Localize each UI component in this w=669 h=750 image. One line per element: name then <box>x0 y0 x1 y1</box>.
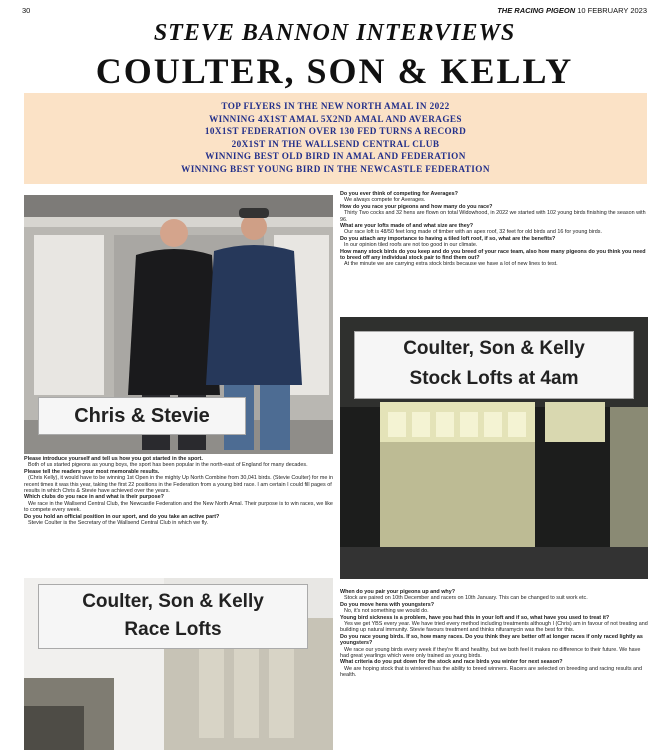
answer: Both of us started pigeons as young boys, the sport has been popular in the north-east of England for many decades. <box>28 462 308 469</box>
question: Please tell the readers your most memorable results. <box>24 468 160 475</box>
answer: Stock are paired on 10th December and racers on 10th January. This can be changed to suit work etc. <box>344 595 588 602</box>
right-column-bottom-text <box>340 589 648 679</box>
achievement-line: 10X1ST FEDERATION OVER 130 FED TURNS A RECORD <box>204 126 467 137</box>
answer: Yes we get YBS every year. We have tried every method including treatments although I (Chris) am in favour of not treating and building up natural immunity. Stevie favours treatment and thinks nifuramycin was the best for this. <box>340 621 648 634</box>
caption-race-lofts-line: Race Lofts <box>124 619 222 640</box>
answer: We are hoping stock that is wintered has the ability to breed winners. Racers are selected on breeding and racing results and health. <box>340 665 643 679</box>
caption-stock-lofts-line: Coulter, Son & Kelly <box>403 338 585 359</box>
question: Do you race young birds. If so, how many races. Do you think they are better off at longer races if only raced lightly as youngsters? <box>340 633 643 647</box>
question: Do you attach any importance to having a tiled loft roof, if so, what are the benefits? <box>340 235 556 242</box>
question: What criteria do you put down for the stock and race birds you winter for next season? <box>340 659 563 666</box>
answer: Thirty Two cocks and 32 hens are flown on total Widowhood, in 2022 we started with 102 young birds finishing the season with 96. <box>340 210 646 223</box>
achievement-line: TOP FLYERS IN THE NEW NORTH AMAL IN 2022 <box>221 101 450 111</box>
photo-chris-and-stevie <box>24 195 333 454</box>
answer: (Chris Kelly), it would have to be winning 1st Open in the mighty Up North Combine from 30,041 birds. (Stevie Coulter) for me in recent times it was this year, taking the first 22 positions in the Federation from a young bird race. I am certain I could fill pages of results in which Chris & Stevie have achieved over the years. <box>24 475 334 495</box>
answer: No, it's not something we would do. <box>344 608 429 615</box>
question: How do you race your pigeons and how many do you race? <box>340 203 493 210</box>
question: Which clubs do you race in and what is their purpose? <box>24 494 164 501</box>
question: When do you pair your pigeons up and why? <box>340 589 456 595</box>
question: Do you move hens with youngsters? <box>340 601 435 608</box>
byline: STEVE BANNON INTERVIEWS <box>153 20 516 46</box>
achievement-line: WINNING 4X1ST AMAL 5X2ND AMAL AND AVERAGES <box>209 113 462 124</box>
page-header <box>22 4 647 16</box>
achievement-line: WINNING BEST OLD BIRD IN AMAL AND FEDERATION <box>205 151 466 162</box>
publication-line <box>497 6 647 15</box>
caption-stock-lofts-line: Stock Lofts at 4am <box>409 368 579 389</box>
caption-stock-lofts <box>354 331 634 399</box>
answer: We race in the Wallsend Central Club, the Newcastle Federation and the New North Amal. Their purpose is to win races, we like to compete every week. <box>24 500 333 514</box>
issue-date: 10 FEBRUARY 2023 <box>577 5 647 15</box>
question: Please introduce yourself and tell us how you got started in the sport. <box>24 456 203 462</box>
achievements-banner <box>24 93 647 184</box>
caption-race-lofts-line: Coulter, Son & Kelly <box>82 591 264 612</box>
answer: In our opinion tiled roofs are not too good in our climate. <box>344 242 478 249</box>
answer: At the minute we are carrying extra stock birds because we have a lot of new lines to test. <box>344 261 558 268</box>
achievement-line: WINNING BEST YOUNG BIRD IN THE NEWCASTLE FEDERATION <box>181 163 490 174</box>
photo-stock-lofts <box>340 317 648 579</box>
question: Do you ever think of competing for Averages? <box>340 191 458 197</box>
caption-chris-and-stevie: Chris & Stevie <box>38 397 246 435</box>
photo-race-lofts <box>24 578 333 750</box>
left-column-text <box>24 456 333 526</box>
headline: COULTER, SON & KELLY <box>95 51 574 91</box>
right-column-top-text <box>340 191 648 268</box>
answer: Stevie Coulter is the Secretary of the Wallsend Central Club in which we fly. <box>28 520 209 527</box>
achievement-line: 20X1ST IN THE WALLSEND CENTRAL CLUB <box>231 138 440 149</box>
answer: Our race loft is 48/50 feet long made of timber with an apex roof, 32 feet for old birds and 16 for young birds. <box>344 229 602 236</box>
answer: We always compete for Averages. <box>344 197 426 204</box>
question: Do you hold an official position in our sport, and do you take an active part? <box>24 513 220 520</box>
page-number: 30 <box>22 5 31 15</box>
question: What are your lofts made of and what size are they? <box>340 223 473 230</box>
question: Young bird sickness is a problem, have you had this in your loft and if so, what have you used to treat it? <box>340 614 610 621</box>
question: How many stock birds do you keep and do you breed of your race team, also how many pigeons do you think you need to breed off any individual stock pair to find them out? <box>340 248 646 262</box>
publication-name: THE RACING PIGEON <box>497 5 576 15</box>
caption-race-lofts <box>38 584 308 649</box>
answer: We race our young birds every week if they're fit and healthy, but we both feel it makes no difference to their future. We have had great yearlings which were only trained as young birds. <box>340 646 641 660</box>
